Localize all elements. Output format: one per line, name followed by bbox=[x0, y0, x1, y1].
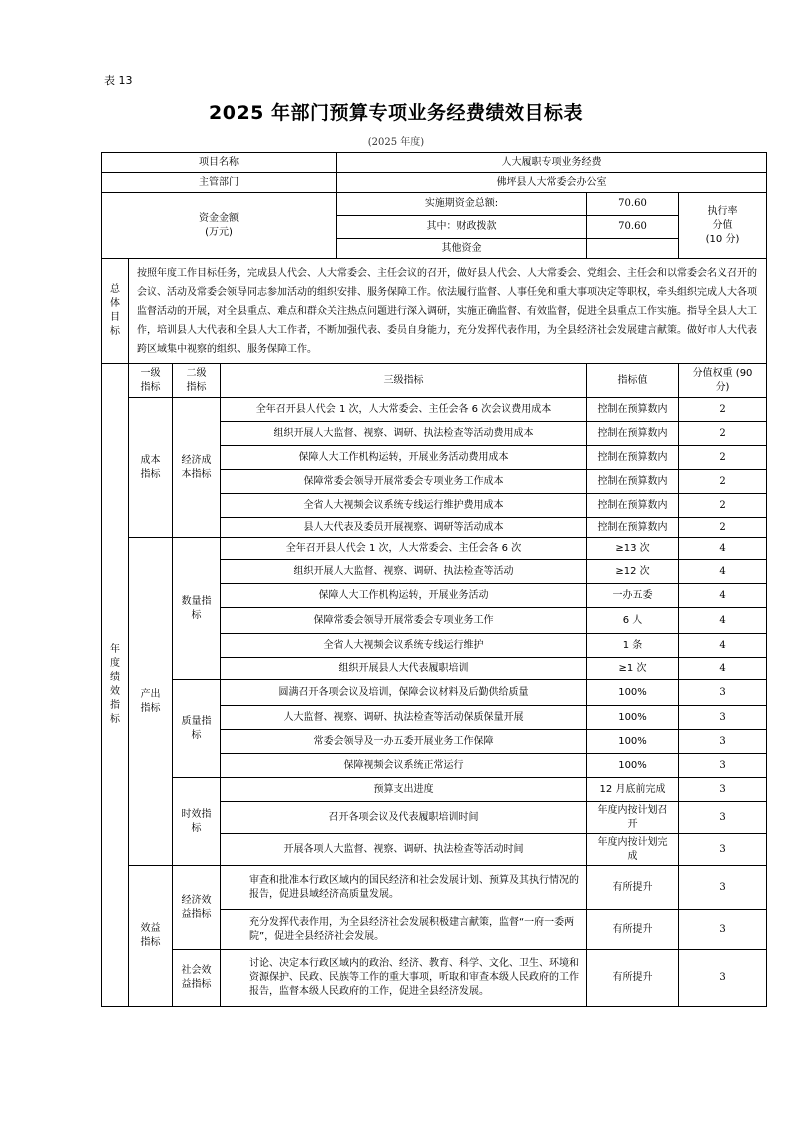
indicator-name: 常委会领导及一办五委开展业务工作保障 bbox=[221, 730, 587, 754]
fund-total-label: 实施期资金总额: bbox=[337, 193, 587, 216]
table-label: 表 13 bbox=[104, 74, 133, 87]
social-l2: 社会效 益指标 bbox=[173, 950, 221, 1007]
quantity-l2: 数量指 标 bbox=[173, 538, 221, 680]
fund-total-value: 70.60 bbox=[587, 193, 679, 216]
table-row bbox=[102, 538, 767, 560]
indicator-header-row bbox=[102, 364, 767, 398]
indicator-value: 控制在预算数内 bbox=[587, 422, 679, 446]
economic-l2: 经济效 益指标 bbox=[173, 866, 221, 950]
table-row bbox=[102, 398, 767, 422]
indicator-name: 组织开展人大监督、视察、调研、执法检查等活动费用成本 bbox=[221, 422, 587, 446]
indicator-name: 人大监督、视察、调研、执法检查等活动保质保量开展 bbox=[221, 706, 587, 730]
indicator-value: 控制在预算数内 bbox=[587, 470, 679, 494]
indicator-weight: 4 bbox=[679, 634, 767, 658]
indicator-value: 100% bbox=[587, 754, 679, 778]
fund-other-label: 其他资金 bbox=[337, 239, 587, 259]
indicator-name: 全省人大视频会议系统专线运行维护 bbox=[221, 634, 587, 658]
exec-rate-label: 执行率 分值 (10 分) bbox=[679, 193, 767, 259]
indicator-value: 年度内按计划完 成 bbox=[587, 834, 679, 866]
indicator-weight: 3 bbox=[679, 802, 767, 834]
indicator-weight: 3 bbox=[679, 950, 767, 1007]
indicator-value: 有所提升 bbox=[587, 866, 679, 910]
indicator-name: 保障人大工作机构运转，开展业务活动费用成本 bbox=[221, 446, 587, 470]
indicator-weight: 4 bbox=[679, 538, 767, 560]
indicator-weight: 3 bbox=[679, 706, 767, 730]
indicator-name: 圆满召开各项会议及培训，保障会议材料及后勤供给质量 bbox=[221, 680, 587, 706]
output-l1: 产出 指标 bbox=[129, 538, 173, 866]
indicator-weight: 4 bbox=[679, 560, 767, 584]
indicator-weight: 4 bbox=[679, 584, 767, 608]
indicator-name: 组织开展人大监督、视察、调研、执法检查等活动 bbox=[221, 560, 587, 584]
dept-label: 主管部门 bbox=[102, 173, 337, 193]
indicator-weight: 4 bbox=[679, 608, 767, 634]
indicator-weight: 3 bbox=[679, 910, 767, 950]
indicator-name: 讨论、决定本行政区域内的政治、经济、教育、科学、文化、卫生、环境和资源保护、民政、民族等工作的重大事项，听取和审查本级人民政府的工作报告，监督本级人民政府的工作，促进全县经济发展。 bbox=[221, 950, 587, 1007]
benefit-l1: 效益 指标 bbox=[129, 866, 173, 1007]
indicator-weight: 2 bbox=[679, 398, 767, 422]
header-l3: 三级指标 bbox=[221, 364, 587, 398]
indicator-name: 审查和批准本行政区域内的国民经济和社会发展计划、预算及其执行情况的报告，促进县域经济高质量发展。 bbox=[221, 866, 587, 910]
indicator-weight: 4 bbox=[679, 658, 767, 680]
fund-label: 资金金额 (万元) bbox=[102, 193, 337, 259]
goal-label: 总 体 目 标 bbox=[102, 259, 129, 364]
goal-text: 按照年度工作目标任务，完成县人代会、人大常委会、主任会议的召开，做好县人代会、人大常委会、党组会、主任会和以常委会名义召开的会议、活动及常委会领导同志参加活动的组织安排、服务保障工作。依法履行监督、人事任免和重大事项决定等职权，牵头组织完成人大各项监督活动的开展，对全县重点、难点和群众关注热点问题进行深入调研，实施正确监督、有效监督，促进全县重点工作实施。指导全县人大工作，培训县人大代表和全县人大工作者，不断加强代表、委员自身能力，充分发挥代表作用，为全县经济社会发展建言献策。做好市人大代表跨区域集中视察的组织、服务保障工作。 bbox=[129, 259, 767, 364]
indicator-value: 100% bbox=[587, 706, 679, 730]
indicator-name: 组织开展县人大代表履职培训 bbox=[221, 658, 587, 680]
indicator-weight: 3 bbox=[679, 754, 767, 778]
indicator-name: 保障常委会领导开展常委会专项业务工作 bbox=[221, 608, 587, 634]
indicator-name: 充分发挥代表作用，为全县经济社会发展积极建言献策，监督“一府一委两院”，促进全县经济社会发展。 bbox=[221, 910, 587, 950]
indicator-weight: 2 bbox=[679, 518, 767, 538]
header-l2: 二级 指标 bbox=[173, 364, 221, 398]
goal-row bbox=[102, 259, 767, 364]
indicator-weight: 3 bbox=[679, 730, 767, 754]
indicator-name: 全年召开县人代会 1 次，人大常委会、主任会各 6 次 bbox=[221, 538, 587, 560]
indicator-name: 开展各项人大监督、视察、调研、执法检查等活动时间 bbox=[221, 834, 587, 866]
fund-total-row bbox=[102, 193, 767, 216]
indicator-name: 保障人大工作机构运转，开展业务活动 bbox=[221, 584, 587, 608]
table-row bbox=[102, 866, 767, 910]
indicator-weight: 2 bbox=[679, 422, 767, 446]
indicator-name: 保障常委会领导开展常委会专项业务工作成本 bbox=[221, 470, 587, 494]
indicator-weight: 3 bbox=[679, 834, 767, 866]
cost-l2: 经济成 本指标 bbox=[173, 398, 221, 538]
fund-fiscal-value: 70.60 bbox=[587, 216, 679, 239]
indicator-value: 控制在预算数内 bbox=[587, 398, 679, 422]
header-weight: 分值权重 (90 分) bbox=[679, 364, 767, 398]
table-row bbox=[102, 778, 767, 802]
project-name-row bbox=[102, 153, 767, 173]
indicator-value: 100% bbox=[587, 730, 679, 754]
indicator-value: 年度内按计划召 开 bbox=[587, 802, 679, 834]
cost-l1: 成本 指标 bbox=[129, 398, 173, 538]
indicator-weight: 2 bbox=[679, 470, 767, 494]
indicator-name: 保障视频会议系统正常运行 bbox=[221, 754, 587, 778]
indicator-weight: 3 bbox=[679, 866, 767, 910]
indicator-value: 100% bbox=[587, 680, 679, 706]
indicator-weight: 2 bbox=[679, 446, 767, 470]
header-l1: 一级 指标 bbox=[129, 364, 173, 398]
indicator-name: 全年召开县人代会 1 次，人大常委会、主任会各 6 次会议费用成本 bbox=[221, 398, 587, 422]
indicator-value: 控制在预算数内 bbox=[587, 446, 679, 470]
indicator-value: 有所提升 bbox=[587, 910, 679, 950]
indicator-value: 6 人 bbox=[587, 608, 679, 634]
indicator-name: 预算支出进度 bbox=[221, 778, 587, 802]
indicator-value: 有所提升 bbox=[587, 950, 679, 1007]
indicator-value: 12 月底前完成 bbox=[587, 778, 679, 802]
indicator-name: 县人大代表及委员开展视察、调研等活动成本 bbox=[221, 518, 587, 538]
table-row bbox=[102, 680, 767, 706]
project-name-value: 人大履职专项业务经费 bbox=[337, 153, 767, 173]
fund-fiscal-label: 其中：财政拨款 bbox=[337, 216, 587, 239]
indicator-name: 召开各项会议及代表履职培训时间 bbox=[221, 802, 587, 834]
page-title: 2025 年部门预算专项业务经费绩效目标表 bbox=[209, 102, 583, 124]
indicator-weight: 3 bbox=[679, 680, 767, 706]
indicator-weight: 3 bbox=[679, 778, 767, 802]
indicator-value: ≥13 次 bbox=[587, 538, 679, 560]
indicator-value: ≥1 次 bbox=[587, 658, 679, 680]
indicator-value: 1 条 bbox=[587, 634, 679, 658]
table-row bbox=[102, 950, 767, 1007]
annual-indicator-label: 年 度 绩 效 指 标 bbox=[102, 364, 129, 1007]
fund-other-value bbox=[587, 239, 679, 259]
timeliness-l2: 时效指 标 bbox=[173, 778, 221, 866]
indicator-value: ≥12 次 bbox=[587, 560, 679, 584]
indicator-weight: 2 bbox=[679, 494, 767, 518]
indicator-value: 一办五委 bbox=[587, 584, 679, 608]
quality-l2: 质量指 标 bbox=[173, 680, 221, 778]
performance-table bbox=[101, 152, 767, 1007]
fiscal-year: (2025 年度) bbox=[367, 137, 425, 148]
indicator-name: 全省人大视频会议系统专线运行维护费用成本 bbox=[221, 494, 587, 518]
header-value: 指标值 bbox=[587, 364, 679, 398]
indicator-value: 控制在预算数内 bbox=[587, 494, 679, 518]
dept-value: 佛坪县人大常委会办公室 bbox=[337, 173, 767, 193]
project-name-label: 项目名称 bbox=[102, 153, 337, 173]
indicator-value: 控制在预算数内 bbox=[587, 518, 679, 538]
dept-row bbox=[102, 173, 767, 193]
